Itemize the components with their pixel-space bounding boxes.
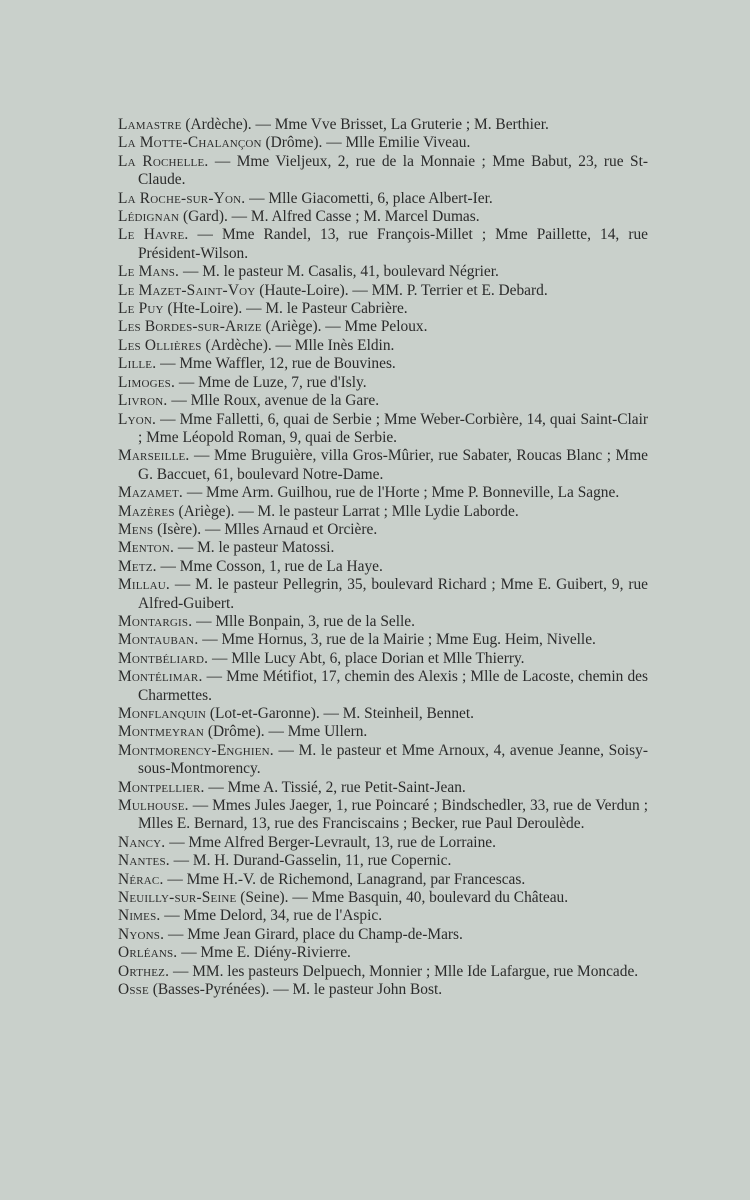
entry-text: — Mme A. Tissié, 2, rue Petit-Saint-Jean. bbox=[204, 778, 466, 796]
list-item bbox=[118, 153, 648, 190]
entry-text: — Mlle Bonpain, 3, rue de la Selle. bbox=[192, 612, 415, 630]
list-item bbox=[118, 576, 648, 613]
list-item bbox=[118, 650, 648, 668]
entry-text: — Mme Falletti, 6, quai de Serbie ; Mme Weber-Corbière, 14, quai Saint-Clair ; Mme Léopold Roman, 9, quai de Serbie. bbox=[138, 410, 648, 446]
place-name: La Motte-Chalançon bbox=[118, 134, 262, 152]
entry-text: — Mmes Jules Jaeger, 1, rue Poincaré ; Bindschedler, 33, rue de Verdun ; Mlles E. Bernard, 13, rue des Franciscains ; Becker, rue Paul Deroulède. bbox=[138, 797, 648, 833]
place-name: Limoges. bbox=[118, 373, 176, 391]
entry-text: — Mlle Roux, avenue de la Gare. bbox=[167, 392, 380, 410]
place-name: Nimes. bbox=[118, 907, 161, 925]
list-item bbox=[118, 282, 648, 300]
place-name: Mazamet. bbox=[118, 484, 183, 502]
place-name: Livron. bbox=[118, 392, 168, 410]
list-item bbox=[118, 834, 648, 852]
place-name: Lamastre bbox=[118, 116, 182, 133]
place-name: Les Ollières bbox=[118, 336, 202, 354]
entry-text: — Mme Arm. Guilhou, rue de l'Horte ; Mme P. Bonneville, La Sagne. bbox=[182, 484, 620, 502]
list-item bbox=[118, 907, 648, 925]
place-name: Mulhouse. bbox=[118, 797, 189, 815]
list-item bbox=[118, 355, 648, 373]
list-item bbox=[118, 926, 648, 944]
list-item bbox=[118, 871, 648, 889]
list-item bbox=[118, 779, 648, 797]
entry-text: (Drôme). — Mlle Emilie Viveau. bbox=[261, 134, 471, 152]
entry-text: (Hte-Loire). — M. le Pasteur Cabrière. bbox=[163, 300, 408, 318]
entry-text: (Haute-Loire). — MM. P. Terrier et E. Debard. bbox=[255, 281, 548, 299]
place-name: Millau. bbox=[118, 576, 170, 594]
list-item bbox=[118, 447, 648, 484]
place-name: Montmorency-Enghien. bbox=[118, 741, 274, 759]
entry-text: — M. le pasteur M. Casalis, 41, boulevard Négrier. bbox=[179, 263, 499, 281]
place-name: Le Puy bbox=[118, 300, 164, 318]
entry-text: — Mme Randel, 13, rue François-Millet ; Mme Paillette, 14, rue Président-Wilson. bbox=[138, 226, 648, 262]
list-item bbox=[118, 226, 648, 263]
list-item bbox=[118, 190, 648, 208]
place-name: Neuilly-sur-Seine bbox=[118, 889, 237, 907]
entry-text: (Ardèche). — Mme Vve Brisset, La Gruterie ; M. Berthier. bbox=[181, 116, 549, 133]
list-item bbox=[118, 558, 648, 576]
entry-text: (Ariège). — M. le pasteur Larrat ; Mlle Lydie Laborde. bbox=[174, 502, 519, 520]
list-item bbox=[118, 742, 648, 779]
list-item bbox=[118, 392, 648, 410]
list-item bbox=[118, 889, 648, 907]
list-item bbox=[118, 208, 648, 226]
entry-text: — M. le pasteur et Mme Arnoux, 4, avenue Jeanne, Soisy-sous-Montmorency. bbox=[138, 741, 648, 778]
entry-text: — Mme Métifiot, 17, chemin des Alexis ; Mlle de Lacoste, chemin des Charmettes. bbox=[138, 668, 648, 704]
entry-text: — Mme Jean Girard, place du Champ-de-Mars. bbox=[164, 925, 463, 943]
address-list bbox=[118, 116, 648, 1000]
list-item bbox=[118, 116, 648, 134]
place-name: Lyon. bbox=[118, 410, 157, 428]
list-item bbox=[118, 263, 648, 281]
entry-text: (Ardèche). — Mlle Inès Eldin. bbox=[201, 336, 395, 354]
place-name: Metz. bbox=[118, 557, 157, 575]
list-item bbox=[118, 134, 648, 152]
entry-text: (Gard). — M. Alfred Casse ; M. Marcel Dumas. bbox=[179, 208, 480, 226]
entry-text: — Mme de Luze, 7, rue d'Isly. bbox=[175, 373, 367, 391]
entry-text: — Mme Vieljeux, 2, rue de la Monnaie ; Mme Babut, 23, rue St-Claude. bbox=[138, 152, 648, 189]
place-name: Nantes. bbox=[118, 852, 170, 870]
entry-text: — Mme H.-V. de Richemond, Lanagrand, par Francescas. bbox=[163, 870, 526, 888]
entry-text: (Basses-Pyrénées). — M. le pasteur John Bost. bbox=[148, 981, 443, 999]
entry-text: — MM. les pasteurs Delpuech, Monnier ; Mlle Ide Lafargue, rue Moncade. bbox=[169, 962, 639, 980]
place-name: Lédignan bbox=[118, 208, 180, 226]
entry-text: — M. le pasteur Matossi. bbox=[174, 539, 335, 557]
place-name: Marseille. bbox=[118, 447, 190, 465]
list-item bbox=[118, 797, 648, 834]
entry-text: — Mme Hornus, 3, rue de la Mairie ; Mme Eug. Heim, Nivelle. bbox=[198, 631, 596, 649]
place-name: Le Mazet-Saint-Voy bbox=[118, 281, 256, 299]
entry-text: — Mme Waffler, 12, rue de Bouvines. bbox=[156, 355, 396, 373]
list-item bbox=[118, 963, 648, 981]
place-name: Mazères bbox=[118, 502, 175, 520]
entry-text: (Lot-et-Garonne). — M. Steinheil, Bennet. bbox=[206, 705, 474, 722]
place-name: Orléans. bbox=[118, 944, 178, 962]
list-item bbox=[118, 705, 648, 723]
entry-text: — Mme E. Diény-Rivierre. bbox=[177, 944, 351, 962]
place-name: Lille. bbox=[118, 355, 157, 373]
entry-text: — M. H. Durand-Gasselin, 11, rue Copernic. bbox=[169, 852, 452, 870]
place-name: Nancy. bbox=[118, 833, 166, 851]
entry-text: — Mme Delord, 34, rue de l'Aspic. bbox=[160, 907, 383, 925]
list-item bbox=[118, 631, 648, 649]
entry-text: (Drôme). — Mme Ullern. bbox=[203, 723, 368, 741]
entry-text: (Seine). — Mme Basquin, 40, boulevard du Château. bbox=[236, 889, 569, 907]
place-name: Montargis. bbox=[118, 612, 193, 630]
entry-text: — Mme Bruguière, villa Gros-Mûrier, rue Sabater, Roucas Blanc ; Mme G. Baccuet, 61, boulevard Notre-Dame. bbox=[138, 447, 648, 483]
list-item bbox=[118, 539, 648, 557]
list-item bbox=[118, 613, 648, 631]
list-item bbox=[118, 668, 648, 705]
list-item bbox=[118, 374, 648, 392]
entry-text: (Ariège). — Mme Peloux. bbox=[261, 318, 428, 336]
place-name: Mens bbox=[118, 520, 154, 538]
place-name: Menton. bbox=[118, 539, 175, 557]
place-name: Les Bordes-sur-Arize bbox=[118, 318, 262, 336]
place-name: Le Havre. bbox=[118, 226, 189, 244]
place-name: Montmeyran bbox=[118, 723, 204, 741]
entry-text: — M. le pasteur Pellegrin, 35, boulevard Richard ; Mme E. Guibert, 9, rue Alfred-Guibert. bbox=[138, 576, 648, 612]
list-item bbox=[118, 337, 648, 355]
place-name: Le Mans. bbox=[118, 263, 180, 281]
entry-text: (Isère). — Mlles Arnaud et Orcière. bbox=[153, 520, 378, 538]
list-item bbox=[118, 852, 648, 870]
list-item bbox=[118, 981, 648, 999]
list-item bbox=[118, 723, 648, 741]
place-name: Montauban. bbox=[118, 631, 199, 649]
list-item bbox=[118, 521, 648, 539]
place-name: La Rochelle. bbox=[118, 152, 209, 170]
place-name: Montpellier. bbox=[118, 778, 205, 796]
list-item bbox=[118, 318, 648, 336]
list-item bbox=[118, 503, 648, 521]
place-name: Osse bbox=[118, 981, 149, 999]
entry-text: — Mlle Giacometti, 6, place Albert-Ier. bbox=[245, 189, 493, 207]
entry-text: — Mlle Lucy Abt, 6, place Dorian et Mlle Thierry. bbox=[208, 649, 525, 667]
list-item bbox=[118, 411, 648, 448]
entry-text: — Mme Alfred Berger-Levrault, 13, rue de Lorraine. bbox=[165, 833, 496, 851]
entry-text: — Mme Cosson, 1, rue de La Haye. bbox=[156, 557, 383, 575]
list-item bbox=[118, 944, 648, 962]
place-name: Monflanquin bbox=[118, 705, 206, 722]
place-name: Montélimar. bbox=[118, 668, 203, 686]
list-item bbox=[118, 484, 648, 502]
place-name: Nérac. bbox=[118, 870, 164, 888]
list-item bbox=[118, 300, 648, 318]
place-name: Montbéliard. bbox=[118, 649, 209, 667]
place-name: Orthez. bbox=[118, 962, 170, 980]
place-name: Nyons. bbox=[118, 925, 165, 943]
place-name: La Roche-sur-Yon. bbox=[118, 189, 246, 207]
